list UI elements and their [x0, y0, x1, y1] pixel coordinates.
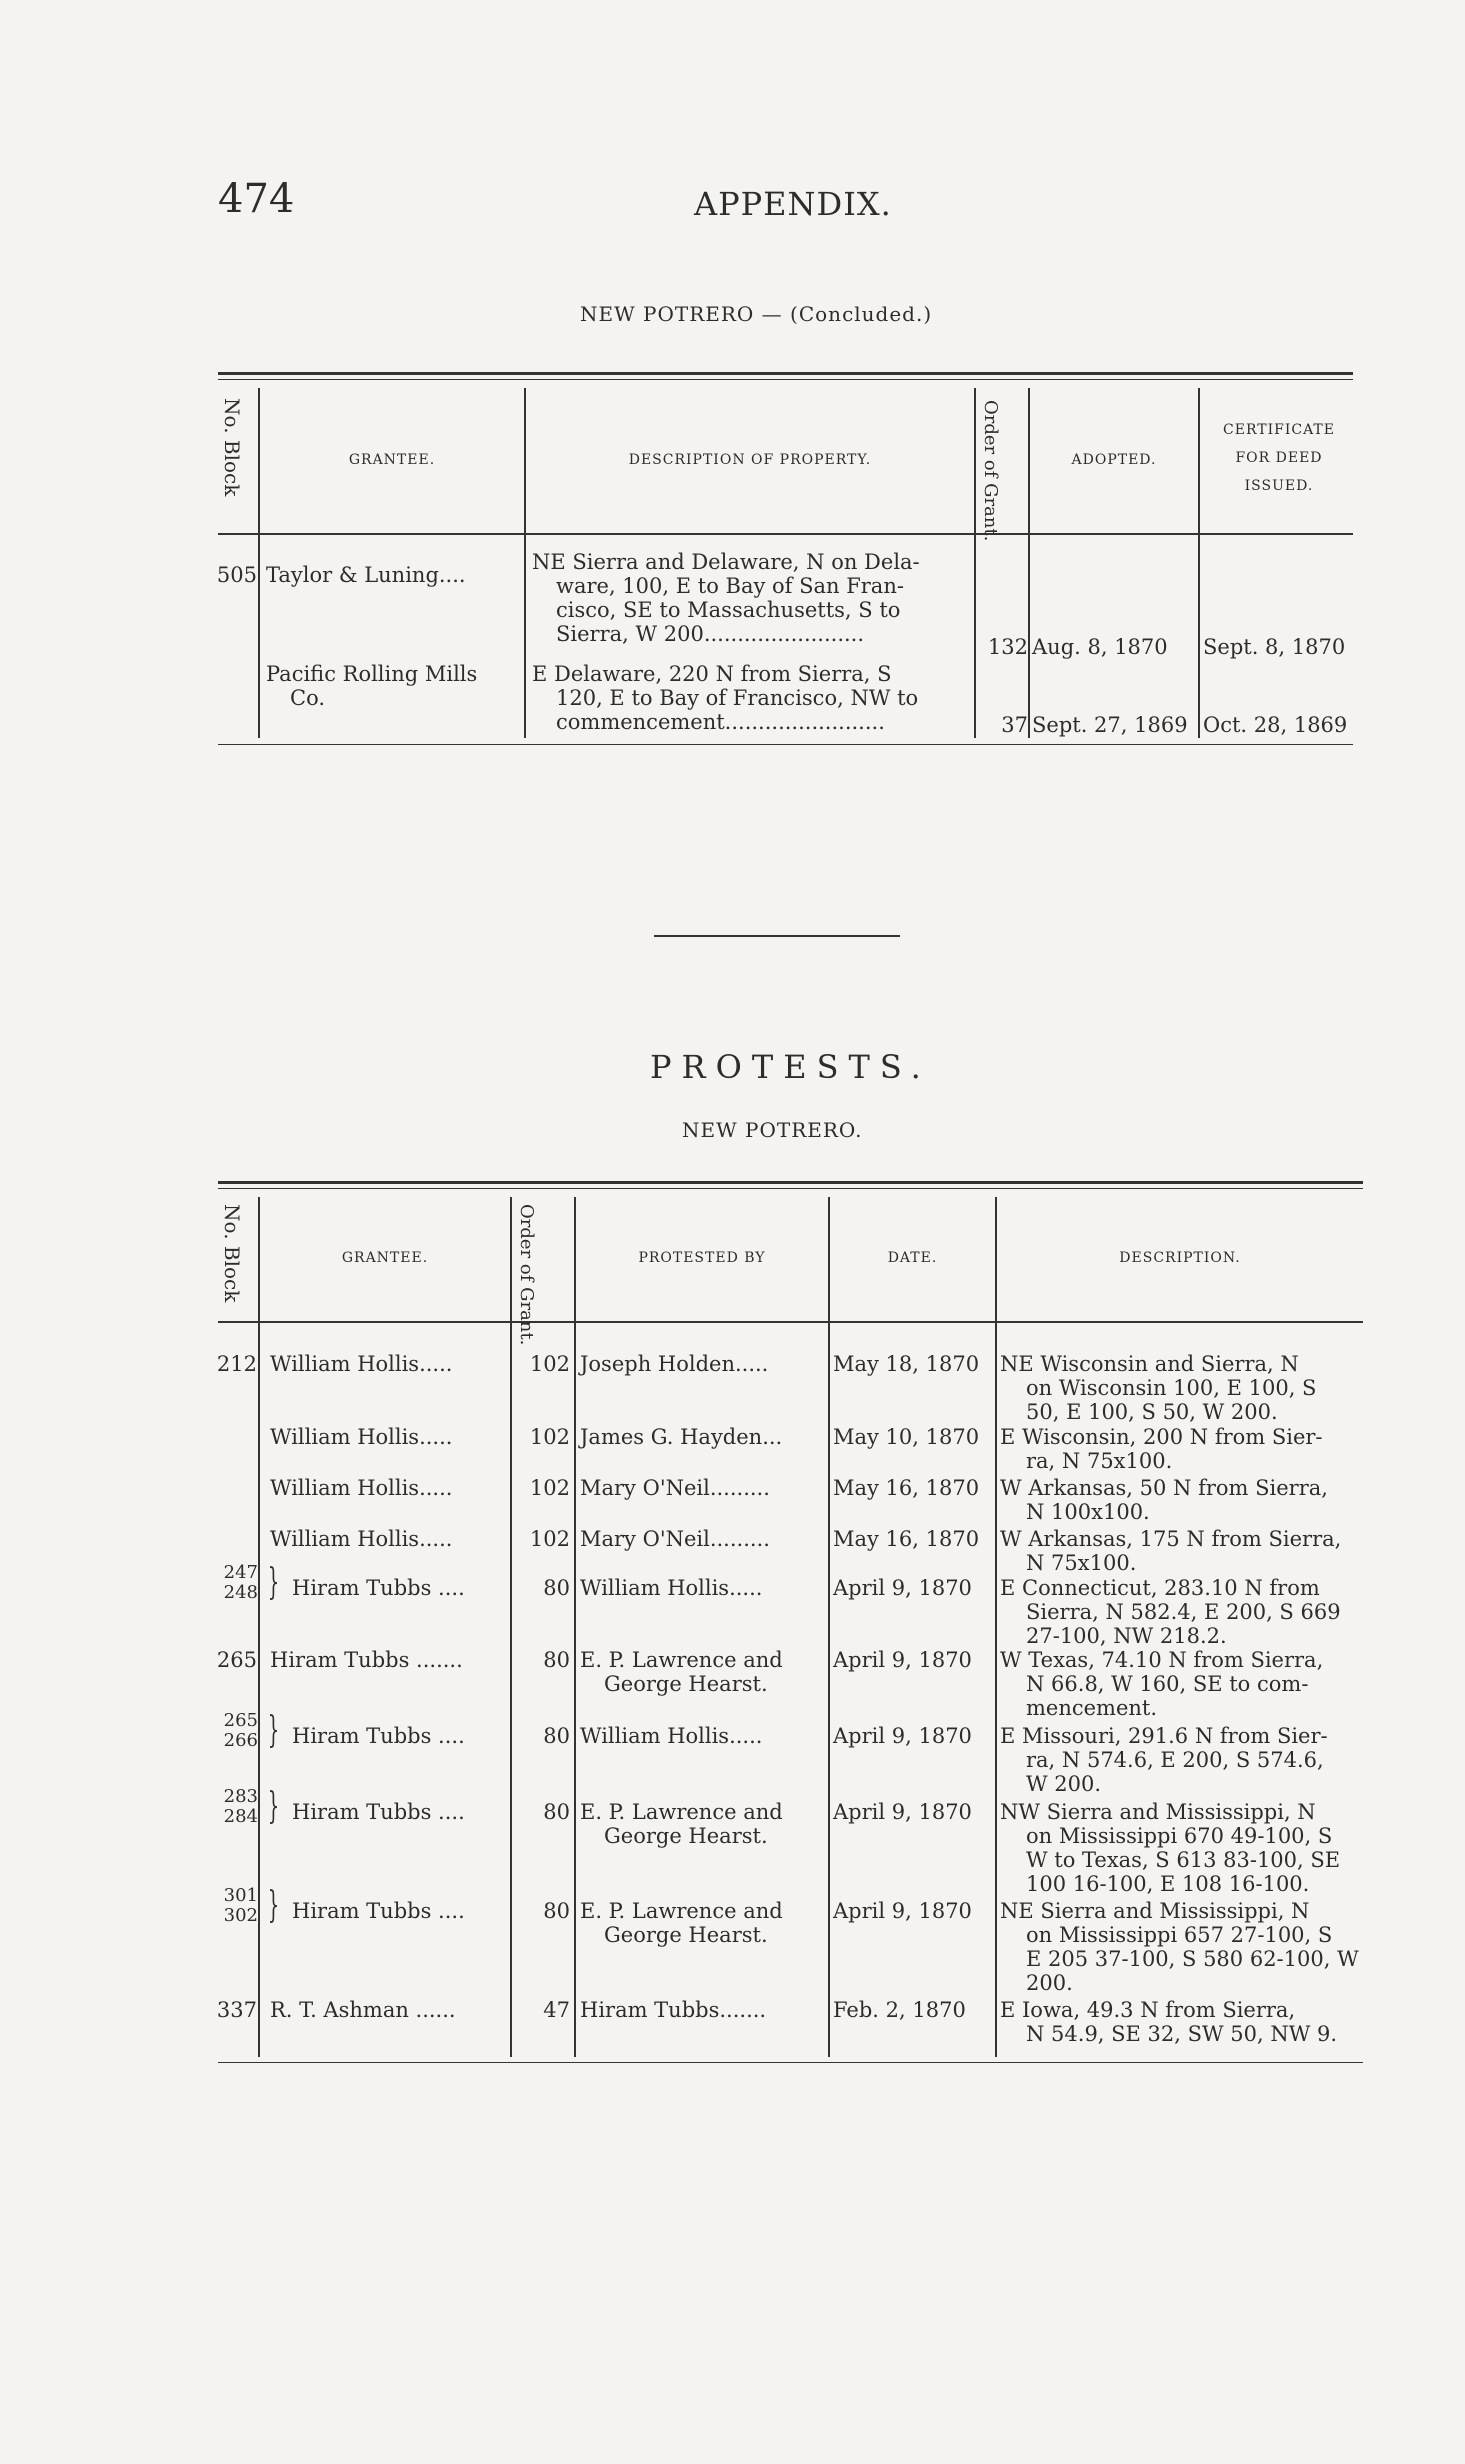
t2-row5-order: 80 — [543, 1576, 570, 1600]
page-number: 474 — [218, 176, 295, 222]
t2-row5-block: 247 248 — [223, 1562, 258, 1603]
t1-row2-desc-3: commencement........................ — [556, 710, 885, 734]
t2-row2-protested-by: James G. Hayden... — [580, 1425, 783, 1449]
t2-row9-order: 80 — [543, 1899, 570, 1923]
t2-row2-order: 102 — [529, 1425, 570, 1449]
t2-row9-protested-by-cont: George Hearst. — [604, 1923, 768, 1947]
t1-row1-desc-4: Sierra, W 200........................ — [556, 622, 865, 646]
brace-icon: } — [267, 1786, 280, 1827]
t1-row2-desc-2: 120, E to Bay of Francisco, NW to — [556, 686, 919, 710]
t2-row7-date: April 9, 1870 — [833, 1724, 972, 1748]
t1-row2-certificate: Oct. 28, 1869 — [1203, 713, 1348, 737]
t2-row5-desc-3: 27-100, NW 218.2. — [1026, 1624, 1227, 1648]
t2-row1-desc-3: 50, E 100, S 50, W 200. — [1026, 1400, 1278, 1424]
t2-row7-desc-1: E Missouri, 291.6 N from Sier- — [1000, 1724, 1328, 1748]
t2-row7-order: 80 — [543, 1724, 570, 1748]
t2-row8-protested-by-cont: George Hearst. — [604, 1824, 768, 1848]
t2-header-no-block: No. Block — [220, 1204, 244, 1303]
t2-header-description: DESCRIPTION. — [1119, 1250, 1241, 1266]
t2-row5-desc-2: Sierra, N 582.4, E 200, S 669 — [1026, 1600, 1341, 1624]
t2-row1-desc-1: NE Wisconsin and Sierra, N — [1000, 1352, 1299, 1376]
brace-icon: } — [267, 1885, 280, 1926]
t2-row5-grantee: Hiram Tubbs .... — [292, 1576, 465, 1600]
protests-heading: PROTESTS. — [650, 1048, 931, 1086]
t2-row9-protested-by: E. P. Lawrence and — [580, 1899, 783, 1923]
t2-row6-grantee: Hiram Tubbs ....... — [270, 1648, 463, 1672]
t2-row5-desc-1: E Connecticut, 283.10 N from — [1000, 1576, 1320, 1600]
t2-row6-protested-by-cont: George Hearst. — [604, 1672, 768, 1696]
t2-row9-desc-2: on Mississippi 657 27-100, S — [1026, 1923, 1333, 1947]
t2-row9-desc-4: 200. — [1026, 1971, 1073, 1995]
t2-row10-protested-by: Hiram Tubbs....... — [580, 1998, 767, 2022]
t2-row3-grantee: William Hollis..... — [270, 1476, 453, 1500]
t2-row10-desc-1: E Iowa, 49.3 N from Sierra, — [1000, 1998, 1296, 2022]
t2-row4-date: May 16, 1870 — [833, 1527, 980, 1551]
table1-title: NEW POTRERO — (Concluded.) — [580, 302, 933, 326]
t1-row1-desc-1: NE Sierra and Delaware, N on Dela- — [532, 550, 920, 574]
t2-row8-protested-by: E. P. Lawrence and — [580, 1800, 783, 1824]
t2-row8-grantee: Hiram Tubbs .... — [292, 1800, 465, 1824]
t1-row1-adopted: Aug. 8, 1870 — [1032, 635, 1168, 659]
t2-row4-protested-by: Mary O'Neil......... — [580, 1527, 770, 1551]
t1-header-grantee: GRANTEE. — [348, 452, 436, 468]
t2-row9-desc-3: E 205 37-100, S 580 62-100, W — [1026, 1947, 1359, 1971]
t2-row6-desc-3: mencement. — [1026, 1696, 1158, 1720]
t2-row7-grantee: Hiram Tubbs .... — [292, 1724, 465, 1748]
t2-row1-order: 102 — [529, 1352, 570, 1376]
t2-row3-desc-2: N 100x100. — [1026, 1500, 1150, 1524]
t2-row1-protested-by: Joseph Holden..... — [580, 1352, 769, 1376]
t2-row6-desc-2: N 66.8, W 160, SE to com- — [1026, 1672, 1309, 1696]
t1-row1-order: 132 — [987, 635, 1028, 659]
t1-row1-desc-3: cisco, SE to Massachusetts, S to — [556, 598, 901, 622]
t1-header-certificate: CERTIFICATE FOR DEED ISSUED. — [1223, 422, 1335, 494]
t2-row8-desc-3: W to Texas, S 613 83-100, SE — [1026, 1848, 1341, 1872]
t2-row4-desc-1: W Arkansas, 175 N from Sierra, — [1000, 1527, 1342, 1551]
t2-row2-desc-2: ra, N 75x100. — [1026, 1449, 1173, 1473]
t2-header-grantee: GRANTEE. — [341, 1250, 429, 1266]
t2-row6-desc-1: W Texas, 74.10 N from Sierra, — [1000, 1648, 1324, 1672]
t2-row5-date: April 9, 1870 — [833, 1576, 972, 1600]
t2-row10-desc-2: N 54.9, SE 32, SW 50, NW 9. — [1026, 2022, 1338, 2046]
t2-row9-grantee: Hiram Tubbs .... — [292, 1899, 465, 1923]
t1-header-adopted: ADOPTED. — [1071, 452, 1157, 468]
t2-row3-protested-by: Mary O'Neil......... — [580, 1476, 770, 1500]
t2-row10-block: 337 — [216, 1998, 257, 2022]
t1-row1-desc-2: ware, 100, E to Bay of San Fran- — [556, 574, 904, 598]
t2-row8-desc-2: on Mississippi 670 49-100, S — [1026, 1824, 1333, 1848]
t1-row2-grantee-cont: Co. — [290, 686, 326, 710]
t2-row4-grantee: William Hollis..... — [270, 1527, 453, 1551]
t2-row10-date: Feb. 2, 1870 — [833, 1998, 966, 2022]
t2-row7-protested-by: William Hollis..... — [580, 1724, 763, 1748]
t2-row1-block: 212 — [216, 1352, 257, 1376]
t2-row9-block: 301 302 — [223, 1885, 258, 1926]
t2-header-order: Order of Grant. — [516, 1204, 537, 1346]
t2-row6-protested-by: E. P. Lawrence and — [580, 1648, 783, 1672]
t1-row2-desc-1: E Delaware, 220 N from Sierra, S — [532, 662, 892, 686]
t2-row4-desc-2: N 75x100. — [1026, 1551, 1137, 1575]
t2-row10-order: 47 — [543, 1998, 570, 2022]
t2-row5-protested-by: William Hollis..... — [580, 1576, 763, 1600]
t1-row2-order: 37 — [1001, 713, 1028, 737]
t1-header-description: DESCRIPTION OF PROPERTY. — [628, 452, 872, 468]
t1-header-no-block: No. Block — [220, 398, 244, 497]
t2-row6-block: 265 — [216, 1648, 257, 1672]
t2-row8-desc-4: 100 16-100, E 108 16-100. — [1026, 1872, 1310, 1896]
running-title: APPENDIX. — [694, 185, 892, 223]
t2-row9-date: April 9, 1870 — [833, 1899, 972, 1923]
t1-header-order: Order of Grant. — [980, 400, 1001, 542]
t2-row8-block: 283 284 — [223, 1786, 258, 1827]
t2-header-protested-by: PROTESTED BY — [638, 1250, 766, 1266]
t2-row4-order: 102 — [529, 1527, 570, 1551]
t2-row8-order: 80 — [543, 1800, 570, 1824]
t1-block: 505 — [216, 563, 257, 587]
t1-row2-grantee: Pacific Rolling Mills — [266, 662, 478, 686]
t2-header-date: DATE. — [887, 1250, 938, 1266]
t2-row3-desc-1: W Arkansas, 50 N from Sierra, — [1000, 1476, 1328, 1500]
t2-row1-desc-2: on Wisconsin 100, E 100, S — [1026, 1376, 1317, 1400]
brace-icon: } — [267, 1710, 280, 1751]
t1-row1-certificate: Sept. 8, 1870 — [1203, 635, 1346, 659]
t1-row1-grantee: Taylor & Luning.... — [266, 563, 466, 587]
t2-row1-date: May 18, 1870 — [833, 1352, 980, 1376]
t2-row3-date: May 16, 1870 — [833, 1476, 980, 1500]
t2-row10-grantee: R. T. Ashman ...... — [270, 1998, 456, 2022]
t2-row7-desc-2: ra, N 574.6, E 200, S 574.6, — [1026, 1748, 1324, 1772]
section-divider — [654, 935, 900, 937]
t2-row1-grantee: William Hollis..... — [270, 1352, 453, 1376]
t2-row8-date: April 9, 1870 — [833, 1800, 972, 1824]
brace-icon: } — [267, 1562, 280, 1603]
t2-row9-desc-1: NE Sierra and Mississippi, N — [1000, 1899, 1310, 1923]
protests-subtitle: NEW POTRERO. — [682, 1118, 863, 1142]
t2-row7-desc-3: W 200. — [1026, 1772, 1102, 1796]
t2-row2-date: May 10, 1870 — [833, 1425, 980, 1449]
t2-row6-date: April 9, 1870 — [833, 1648, 972, 1672]
t2-row2-desc-1: E Wisconsin, 200 N from Sier- — [1000, 1425, 1323, 1449]
t2-row6-order: 80 — [543, 1648, 570, 1672]
t1-row2-adopted: Sept. 27, 1869 — [1032, 713, 1188, 737]
t2-row7-block: 265 266 — [223, 1710, 258, 1751]
t2-row2-grantee: William Hollis..... — [270, 1425, 453, 1449]
t2-row3-order: 102 — [529, 1476, 570, 1500]
t2-row8-desc-1: NW Sierra and Mississippi, N — [1000, 1800, 1316, 1824]
